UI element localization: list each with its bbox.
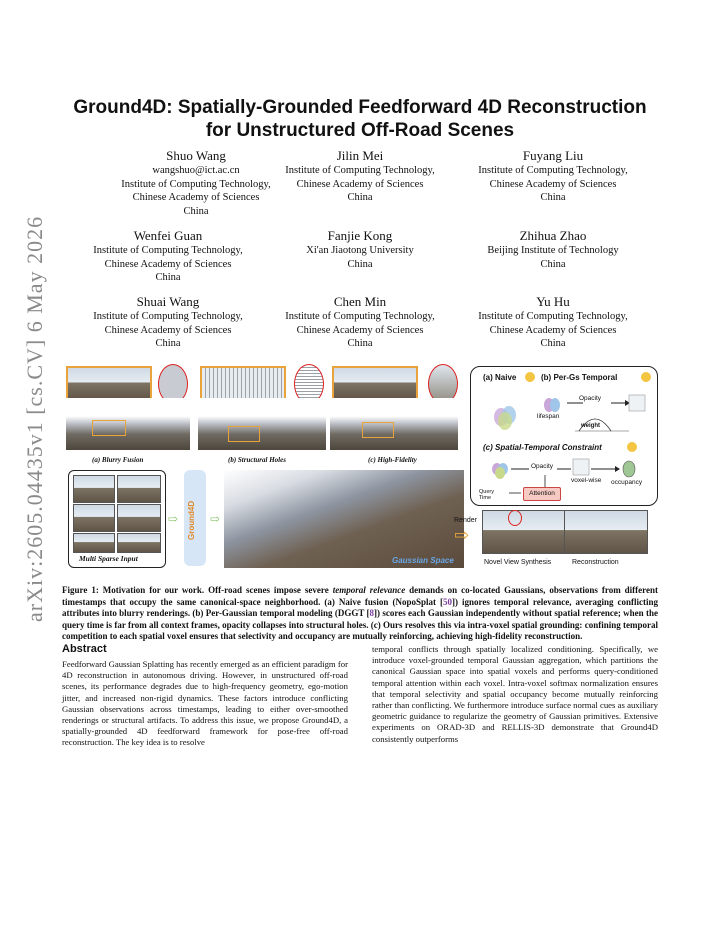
author-block [68, 228, 268, 285]
author-affiliation: Chinese Academy of Sciences [489, 324, 617, 336]
structural-holes-render [198, 398, 326, 450]
blurry-fusion-render [66, 398, 190, 450]
caption-text: ]) scores each Gaussian independently without spatial reference; when the query time is far from all context frames, opacity collapses into structural holes. (c) Ours resolves this via intra-voxel spatial grounding: confining temporal competition to each spatial voxel ensures that selectivity and occupancy are mutually reinforcing, achieving high-fidelity reconstruction. [62, 608, 659, 642]
author-block [260, 148, 460, 205]
author-affiliation: Xi'an Jiaotong University [306, 245, 414, 256]
paper-title [40, 96, 680, 142]
input-image [117, 504, 161, 532]
author-block [260, 294, 460, 351]
author-affiliation: Institute of Computing Technology, [285, 311, 435, 322]
novel-view-synthesis-label: Novel View Synthesis [484, 559, 552, 566]
author-block [453, 148, 653, 205]
author-affiliation: Institute of Computing Technology, [93, 245, 243, 256]
voxel-wise-label: voxel-wise [571, 477, 602, 484]
author-block [453, 294, 653, 351]
author-affiliation: Beijing Institute of Technology [487, 245, 619, 256]
render-label: Render [454, 517, 477, 524]
author-country: China [540, 258, 566, 270]
author-affiliation: Chinese Academy of Sciences [489, 178, 617, 190]
author-name: Fuyang Liu [522, 148, 584, 163]
legend-naive-label: (a) Naive [483, 373, 517, 382]
author-email: wangshuo@ict.ac.cn [152, 165, 240, 176]
highlight-box [92, 420, 126, 436]
input-image [73, 475, 115, 503]
abstract-heading: Abstract [62, 643, 107, 655]
caption-text: demands on co-located Gaussians, observations from different timestamps that occupy the same canonical-space neighborhood. (a) Naive fusion (NopoSplat [ [62, 585, 658, 607]
arxiv-identifier: arXiv:2605.04435v1 [cs.CV] 6 May 2026 [22, 215, 47, 622]
highlight-box [228, 426, 260, 442]
author-name: Fanjie Kong [327, 228, 393, 243]
input-image [73, 533, 115, 553]
author-block [68, 294, 268, 351]
author-country: China [155, 338, 181, 349]
legend-opacity-label: Opacity [579, 395, 602, 402]
caption-text: Figure 1: Motivation for our work. Off-road scenes impose severe [62, 585, 333, 595]
author-affiliation: Chinese Academy of Sciences [104, 258, 232, 270]
figure-1 [62, 362, 660, 577]
spatial-temporal-diagram [479, 455, 651, 501]
author-country: China [347, 258, 373, 270]
legend-per-gs-label: (b) Per-Gs Temporal [541, 373, 618, 382]
author-name: Shuai Wang [136, 294, 200, 309]
panel-a-label: (a) Blurry Fusion [92, 456, 144, 464]
legend-spatial-temporal-label: (c) Spatial-Temporal Constraint [483, 443, 602, 452]
render-arrow-icon: ⇨ [454, 525, 470, 545]
author-country: China [347, 338, 373, 349]
title-line-1: Ground4D: Spatially-Grounded Feedforward 4D Reconstruction [73, 97, 647, 118]
thinking-emoji-icon [641, 372, 651, 382]
author-country: China [155, 272, 181, 283]
citation-link[interactable]: 50 [443, 596, 452, 607]
abstract-column-left: Feedforward Gaussian Splatting has recently emerged as an efficient paradigm for 4D reconstruction in autonomous driving. However, in unstructured off-road scenes, its performance degrades due to high-frequency geometry, ego-motion jitter, and increased non-rigid dynamics. These factors introduce conflicting Gaussian observations across timestamps, leading to either over-smoothed renderings or structural artifacts. To address this issue, we propose Ground4D, a spatially-grounded 4D feedforward framework for pose-free off-road reconstruction. The key idea is to resolve [62, 659, 348, 748]
caption-text: ]) ignores temporal relevance, averaging conflicting attributes into blurry renderings. (b) Per-Gaussian temporal modeling (DGGT [ [62, 596, 658, 619]
method-legend-box [470, 366, 658, 506]
author-name: Wenfei Guan [133, 228, 203, 243]
author-name: Yu Hu [536, 294, 570, 309]
author-affiliation: Chinese Academy of Sciences [132, 192, 260, 203]
author-name: Jilin Mei [336, 148, 384, 163]
author-country: China [183, 205, 209, 217]
zoom-circle [508, 510, 522, 526]
legend-weight-label: weight [581, 423, 600, 429]
query-time-label: Query Time [479, 489, 494, 501]
gaussian-space-label: Gaussian Space [392, 556, 454, 565]
figure-caption [62, 585, 658, 643]
author-affiliation: Chinese Academy of Sciences [296, 324, 424, 336]
author-country: China [347, 192, 373, 203]
structural-holes-inset [200, 366, 286, 402]
legend-lifespan-label: lifespan [537, 413, 560, 420]
arrow-right-icon: ⇨ [210, 512, 221, 526]
author-affiliation: Institute of Computing Technology, [285, 165, 435, 176]
author-country: China [540, 192, 566, 203]
happy-emoji-icon [627, 442, 637, 452]
ground4d-label: Ground4D [187, 500, 196, 540]
reconstruction-label: Reconstruction [572, 559, 619, 566]
input-image [73, 504, 115, 532]
author-affiliation: Institute of Computing Technology, [478, 165, 628, 176]
high-fidelity-render [330, 398, 458, 450]
input-image [117, 533, 161, 553]
author-country: China [540, 338, 566, 349]
multi-sparse-input-panel [68, 470, 166, 568]
author-name: Chen Min [333, 294, 387, 309]
caption-emphasis: temporal relevance [332, 585, 406, 595]
high-fidelity-inset [332, 366, 418, 402]
panel-c-label: (c) High-Fidelity [368, 456, 417, 464]
naive-vs-pergs-diagram [479, 389, 651, 439]
highlight-box [362, 422, 394, 438]
author-affiliation: Chinese Academy of Sciences [296, 178, 424, 190]
author-affiliation: Institute of Computing Technology, [121, 178, 271, 190]
ground4d-model-block [184, 470, 206, 566]
abstract-column-right: temporal conflicts through spatially localized conditioning. Specifically, we introduce voxel-grounded temporal Gaussian aggregation, which partitions the canonical Gaussian space into spatial voxels and performs query-conditioned temporal attention within each voxel. Intra-voxel softmax normalization ensures that temporal selectivity and spatial occupancy become mutually reinforcing rather than conflicting. We furthermore introduce surface normal cues as auxiliary geometric guidance to regularize the geometry of Gaussian primitives. Extensive experiments on ORAD-3D and RELLIS-3D demonstrate that Ground4D consistently outperforms [372, 644, 658, 744]
occupancy-label: occupancy [611, 479, 643, 486]
author-name: Zhihua Zhao [519, 228, 587, 243]
title-line-2: for Unstructured Off-Road Scenes [205, 120, 515, 141]
face-emoji-icon [525, 372, 535, 382]
blurry-fusion-inset [66, 366, 152, 402]
author-affiliation: Institute of Computing Technology, [93, 311, 243, 322]
novel-view-synthesis-image [482, 510, 566, 554]
arrow-right-icon: ⇨ [168, 512, 179, 526]
gaussian-space-render [224, 470, 464, 568]
panel-b-label: (b) Structural Holes [228, 456, 286, 464]
author-block [260, 228, 460, 271]
author-affiliation: Institute of Computing Technology, [478, 311, 628, 322]
multi-sparse-input-label: Multi Sparse Input [79, 554, 138, 563]
input-image [117, 475, 161, 503]
legend-opacity-label: Opacity [531, 463, 554, 470]
reconstruction-image [564, 510, 648, 554]
author-name: Shuo Wang [166, 148, 226, 163]
attention-block: Attention [523, 487, 561, 501]
author-affiliation: Chinese Academy of Sciences [104, 324, 232, 336]
author-block [453, 228, 653, 271]
citation-link[interactable]: 8 [369, 608, 375, 619]
